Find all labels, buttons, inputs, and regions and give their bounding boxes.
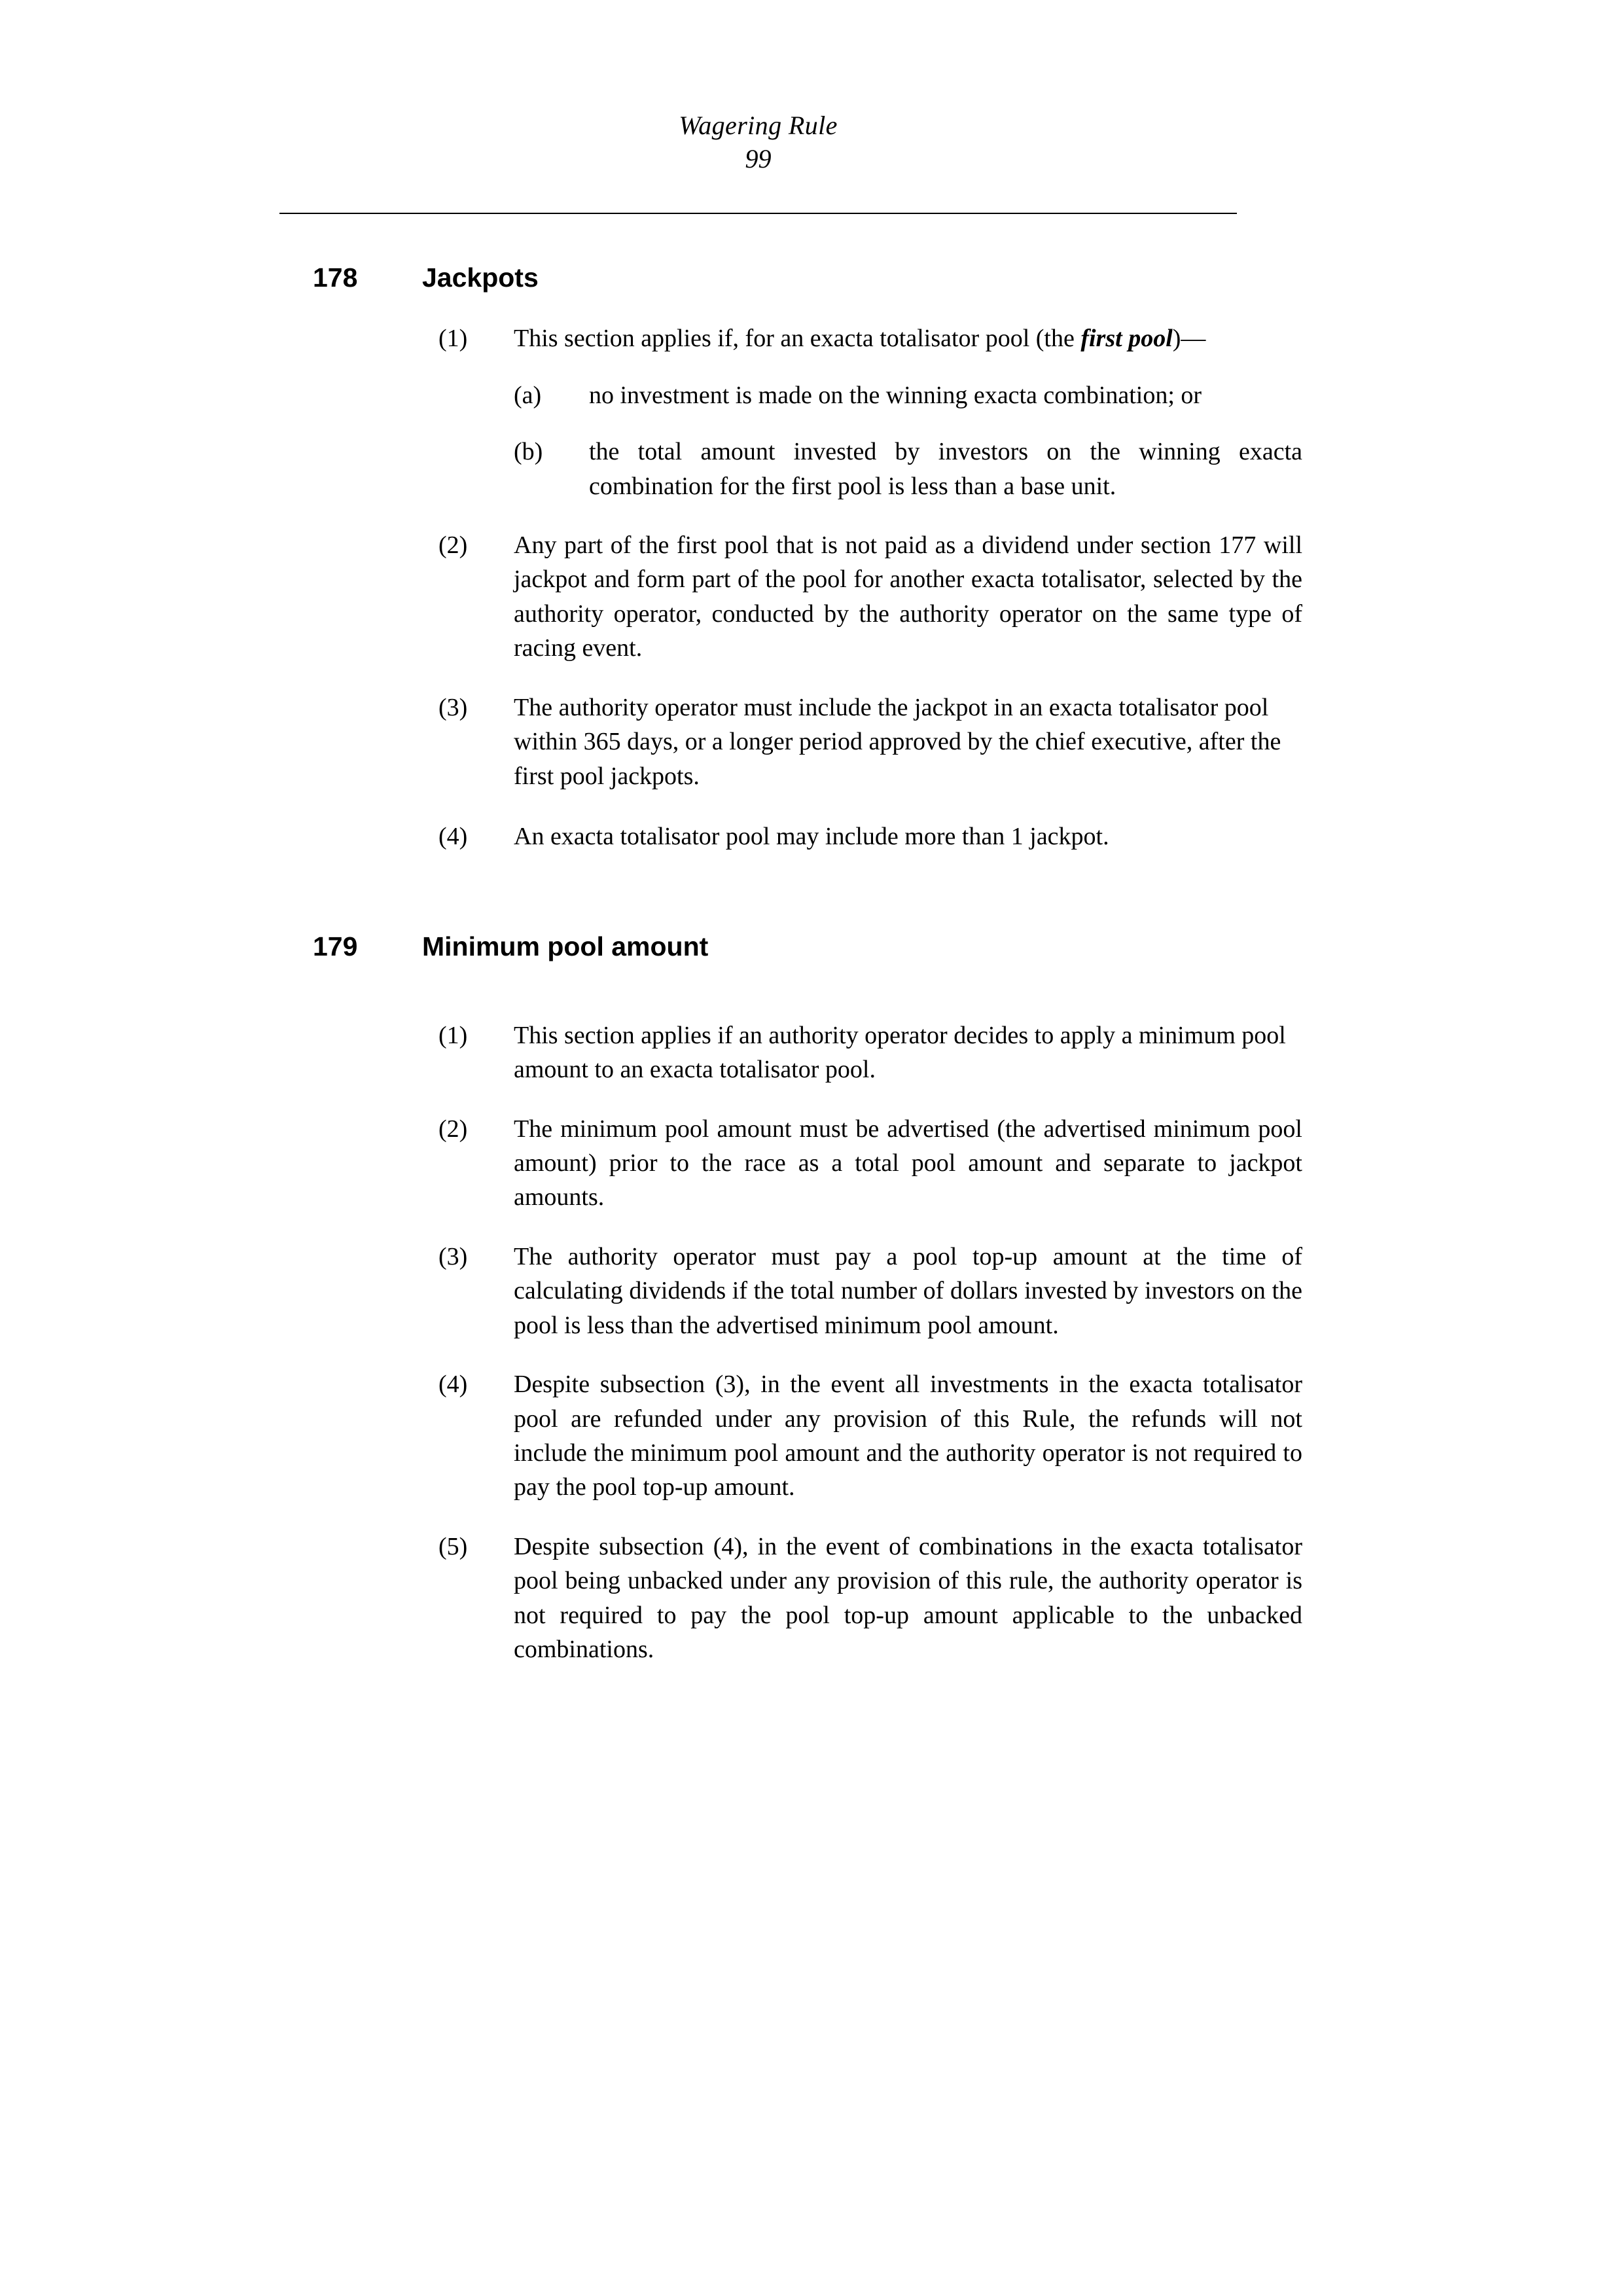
paragraph-text: no investment is made on the winning exacta combination; or bbox=[589, 381, 1202, 409]
paragraph-text: the total amount invested by investors on the winning exacta combination for the first pool is less than a base unit. bbox=[589, 438, 1302, 500]
paragraph-wrap-178-1a bbox=[514, 378, 1302, 412]
subsection-text bbox=[514, 321, 1302, 355]
header-page-number: 99 bbox=[745, 144, 772, 174]
subsection-marker: (1) bbox=[438, 1021, 468, 1049]
subsection-marker: (2) bbox=[438, 531, 468, 559]
subsection-text: Despite subsection (3), in the event all investments in the exacta totalisator pool are refunded under any provision of this Rule, the refunds will not include the minimum pool amount and the authority operator is not required to pay the pool top-up amount. bbox=[514, 1371, 1302, 1501]
subsection-text-part-2: )— bbox=[1172, 325, 1206, 353]
section-number: 178 bbox=[313, 262, 358, 293]
subsection-178-4 bbox=[438, 819, 1302, 853]
section-title: Jackpots bbox=[422, 262, 539, 293]
paragraph-wrap-178-1b bbox=[514, 435, 1302, 503]
subsection-179-1 bbox=[438, 1018, 1302, 1087]
subsection-178-1 bbox=[438, 321, 1302, 355]
paragraph-marker: (a) bbox=[514, 381, 542, 409]
subsection-text: The minimum pool amount must be advertised (the advertised minimum pool amount) prior to the race as a total pool amount and separate to jackpot amounts. bbox=[514, 1115, 1302, 1211]
subsection-text: An exacta totalisator pool may include more than 1 jackpot. bbox=[514, 823, 1109, 850]
subsection-179-3 bbox=[438, 1240, 1302, 1342]
subsection-marker: (3) bbox=[438, 693, 468, 721]
subsection-text: The authority operator must pay a pool top-up amount at the time of calculating dividends if the total number of dollars invested by investors on the pool is less than the advertised minimum pool amount. bbox=[514, 1242, 1302, 1339]
subsection-marker: (4) bbox=[438, 1371, 468, 1399]
subsection-178-3 bbox=[438, 691, 1302, 793]
paragraph-178-1b bbox=[514, 435, 1302, 503]
subsection-text: Despite subsection (4), in the event of combinations in the exacta totalisator pool being unbacked under any provision of this rule, the authority operator is not required to pay the pool top-up amount applicable to the unbacked combinations. bbox=[514, 1532, 1302, 1664]
subsection-text: The authority operator must include the jackpot in an exacta totalisator pool within 365 days, or a longer period approved by the chief executive, after the first pool jackpots. bbox=[514, 693, 1281, 790]
subsection-marker: (5) bbox=[438, 1532, 468, 1560]
subsection-marker: (2) bbox=[438, 1115, 468, 1143]
subsection-179-4 bbox=[438, 1367, 1302, 1505]
subsection-178-2 bbox=[438, 528, 1302, 666]
header-title: Wagering Rule bbox=[679, 111, 838, 140]
subsection-179-2 bbox=[438, 1112, 1302, 1215]
subsection-text: Any part of the first pool that is not paid as a dividend under section 177 will jackpot and form part of the pool for another exacta totalisator, selected by the authority operator, conducted by the authority operator on the same type of racing event. bbox=[514, 531, 1302, 662]
subsection-marker: (4) bbox=[438, 823, 468, 850]
subsection-text: This section applies if an authority operator decides to apply a minimum pool amount to an exacta totalisator pool. bbox=[514, 1021, 1286, 1084]
defined-term-first-pool: first pool bbox=[1080, 325, 1173, 353]
subsection-marker: (1) bbox=[438, 325, 468, 353]
paragraph-178-1a bbox=[514, 378, 1302, 412]
paragraph-marker: (b) bbox=[514, 438, 543, 466]
section-number: 179 bbox=[313, 931, 358, 962]
subsection-179-5 bbox=[438, 1530, 1302, 1667]
subsection-text-part-1: This section applies if, for an exacta totalisator pool (the bbox=[514, 325, 1081, 353]
section-heading-178 bbox=[0, 262, 1623, 294]
subsection-marker: (3) bbox=[438, 1242, 468, 1270]
section-title: Minimum pool amount bbox=[422, 931, 709, 962]
section-heading-179 bbox=[0, 931, 1623, 963]
